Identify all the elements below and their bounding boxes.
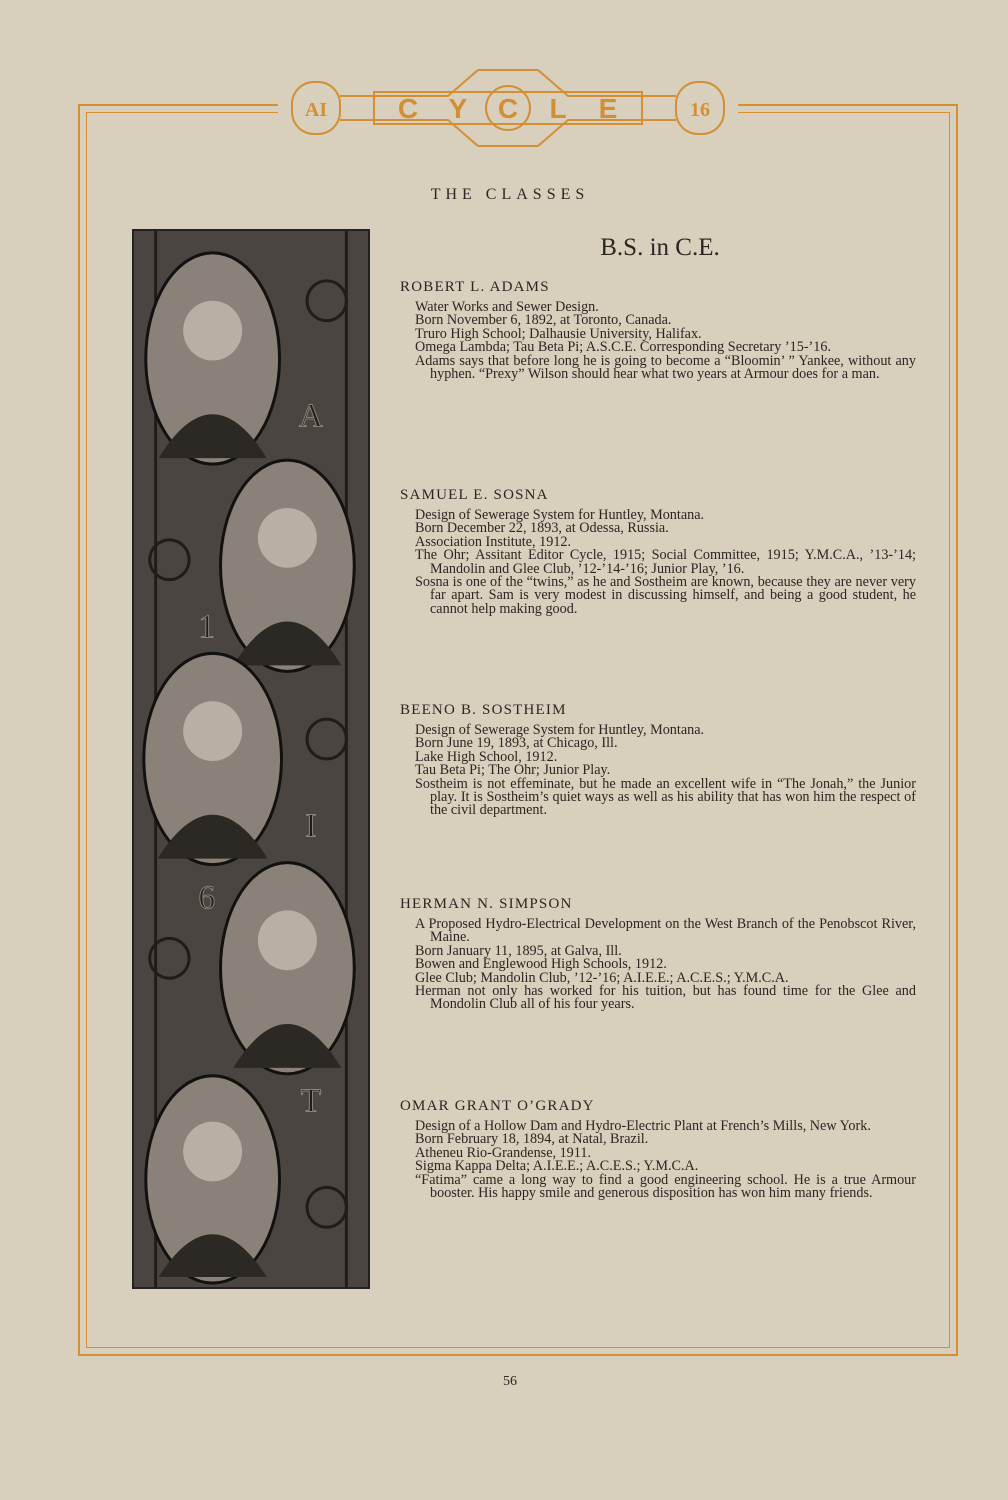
portrait-ogrady bbox=[146, 1076, 280, 1283]
entry-name: HERMAN N. SIMPSON bbox=[400, 896, 573, 912]
entry-line: Born December 22, 1893, at Odessa, Russia. bbox=[415, 520, 669, 537]
panel-letter-t: T bbox=[300, 1082, 322, 1120]
entry-ogrady bbox=[400, 1098, 916, 1200]
entry-line: Herman not only has worked for his tuition, but has found time for the Glee and Mondolin Club all of his four years. bbox=[415, 983, 916, 1013]
entry-simpson bbox=[400, 896, 916, 1012]
page-number: 56 bbox=[503, 1374, 517, 1389]
entry-line: Design of a Hollow Dam and Hydro-Electric Plant at French’s Mills, New York. bbox=[415, 1118, 871, 1134]
entry-line: Sostheim is not effeminate, but he made an excellent wife in “The Jonah,” the Junior play. It is Sostheim’s quiet ways as well as his ability that has won him the respect of the civil department. bbox=[415, 775, 916, 819]
masthead-left-seal: AI bbox=[304, 99, 328, 121]
panel-letter-a: A bbox=[298, 397, 324, 435]
entry-line: Glee Club; Mandolin Club, ’12-’16; A.I.E.E.; A.C.E.S.; Y.M.C.A. bbox=[415, 969, 789, 986]
portrait-panel bbox=[132, 229, 370, 1289]
masthead-right-seal: 16 bbox=[690, 99, 710, 121]
panel-letter-6: 6 bbox=[198, 879, 216, 917]
portrait-simpson bbox=[221, 863, 355, 1074]
entry-line: Bowen and Englewood High Schools, 1912. bbox=[415, 956, 667, 973]
entry-line: Born June 19, 1893, at Chicago, Ill. bbox=[415, 735, 618, 752]
masthead-letter-c2: C bbox=[497, 93, 519, 124]
degree-title: B.S. in C.E. bbox=[600, 234, 720, 261]
panel-letter-1: 1 bbox=[198, 608, 216, 646]
entry-line: Design of Sewerage System for Huntley, Montana. bbox=[415, 507, 705, 523]
portrait-sosna bbox=[221, 460, 355, 671]
cycle-masthead-logo bbox=[278, 62, 738, 154]
entry-line: Born February 18, 1894, at Natal, Brazil. bbox=[415, 1131, 649, 1148]
masthead-letter-y: Y bbox=[448, 93, 468, 124]
entry-line: Born January 11, 1895, at Galva, Ill. bbox=[415, 942, 622, 959]
portrait-adams bbox=[146, 253, 280, 464]
entry-line: Association Institute, 1912. bbox=[415, 533, 572, 550]
entry-line: Adams says that before long he is going to become a “Bloomin’ ” Yankee, without any hyphen. “Prexy” Wilson should hear what two years at Armour does for a man. bbox=[415, 352, 916, 383]
entry-name: ROBERT L. ADAMS bbox=[400, 279, 550, 295]
entry-line: Lake High School, 1912. bbox=[415, 748, 558, 765]
portrait-sostheim bbox=[144, 653, 282, 864]
entry-line: Born November 6, 1892, at Toronto, Canada. bbox=[415, 312, 672, 329]
entry-sostheim bbox=[400, 702, 916, 818]
entry-line: Truro High School; Dalhausie University, Halifax. bbox=[415, 325, 702, 342]
entry-line: The Ohr; Assitant Editor Cycle, 1915; Social Committee, 1915; Y.M.C.A., ’13-’14; Mandolin and Glee Club, ’12-’14-’16; Junior Play, ’16. bbox=[415, 547, 916, 577]
masthead-letter-l: L bbox=[549, 93, 567, 124]
panel-letter-i: I bbox=[305, 807, 317, 845]
entry-adams bbox=[400, 279, 916, 381]
entry-line: A Proposed Hydro-Electrical Development on the West Branch of the Penobscot River, Maine. bbox=[415, 916, 916, 946]
entry-line: Design of Sewerage System for Huntley, Montana. bbox=[415, 722, 705, 738]
entry-sosna bbox=[400, 487, 916, 616]
entry-line: Sigma Kappa Delta; A.I.E.E.; A.C.E.S.; Y.M.C.A. bbox=[415, 1158, 699, 1175]
section-heading: THE CLASSES bbox=[430, 186, 590, 203]
entry-line: “Fatima” came a long way to find a good engineering school. He is a true Armour booster. His happy smile and generous disposition has won him many friends. bbox=[415, 1171, 916, 1202]
masthead-letter-e: E bbox=[598, 93, 618, 124]
entry-name: BEENO B. SOSTHEIM bbox=[400, 702, 567, 718]
entry-line: Omega Lambda; Tau Beta Pi; A.S.C.E. Corresponding Secretary ’15-’16. bbox=[415, 339, 832, 356]
entry-name: OMAR GRANT O’GRADY bbox=[400, 1098, 595, 1114]
masthead-letter-c1: C bbox=[397, 93, 419, 124]
entry-line: Atheneu Rio-Grandense, 1911. bbox=[415, 1144, 591, 1161]
entry-line: Water Works and Sewer Design. bbox=[415, 299, 599, 315]
entry-line: Tau Beta Pi; The Ohr; Junior Play. bbox=[415, 762, 611, 779]
entry-name: SAMUEL E. SOSNA bbox=[400, 487, 549, 503]
entry-line: Sosna is one of the “twins,” as he and Sostheim are known, because they are never very far apart. Sam is very modest in discussing himself, and being a good student, he cannot help making good. bbox=[415, 574, 916, 617]
